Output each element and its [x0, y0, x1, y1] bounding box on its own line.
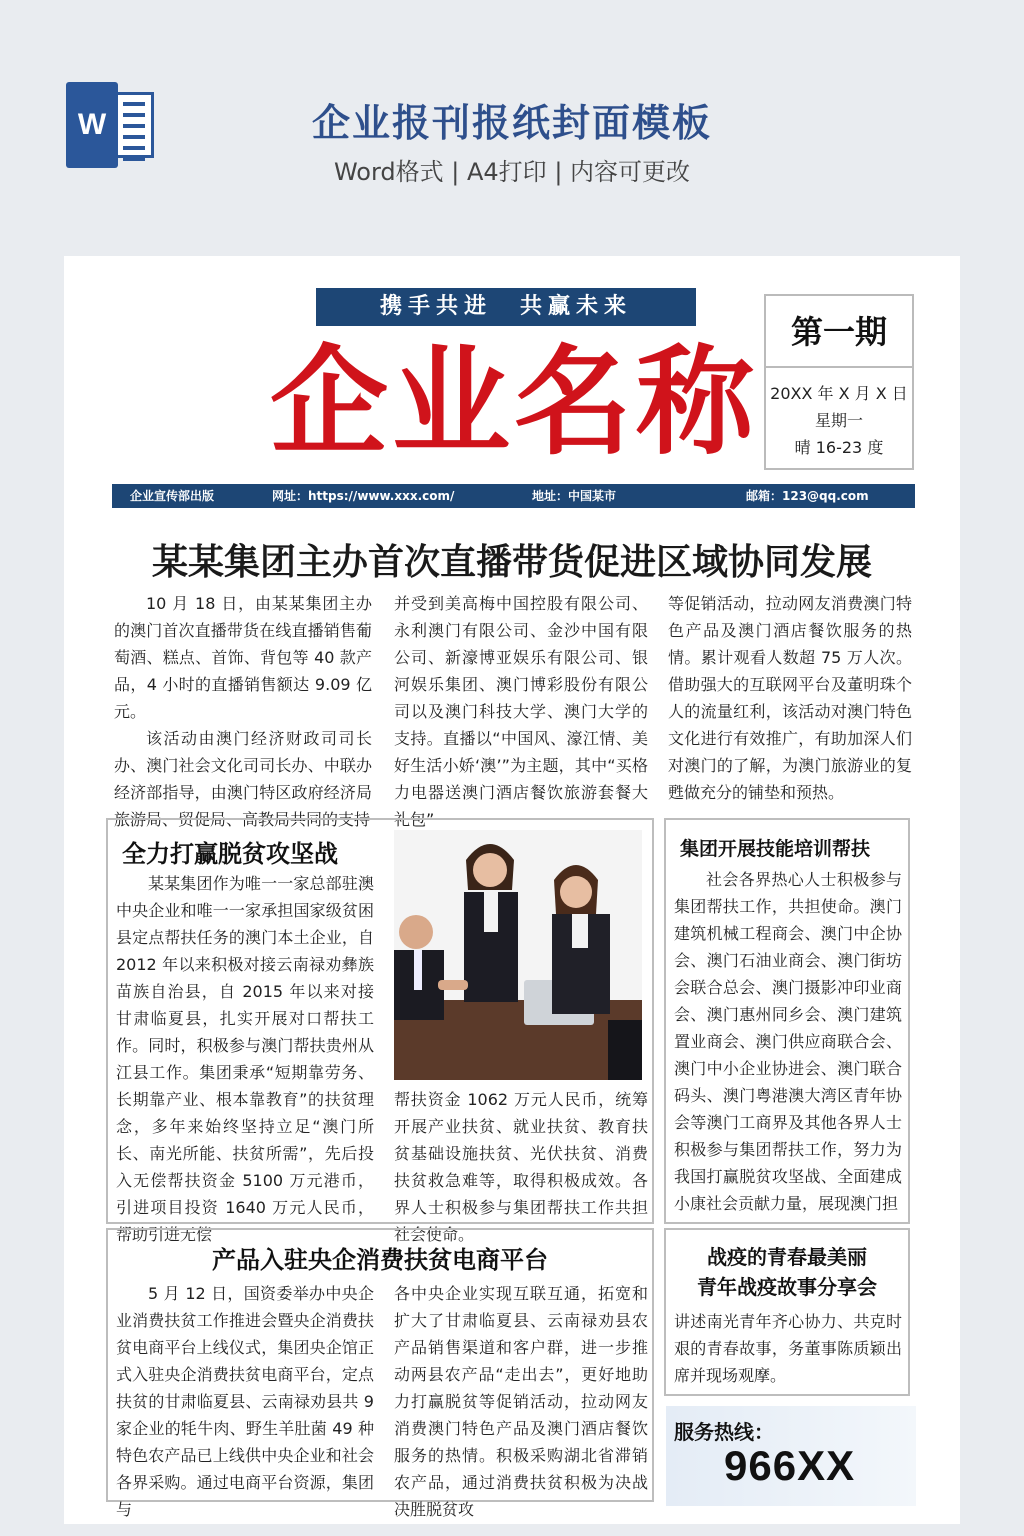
lead-column-3	[668, 590, 912, 808]
publisher-text: 企业宣传部出版	[130, 489, 215, 503]
poverty-article-title: 全力打赢脱贫攻坚战	[122, 840, 338, 868]
ecommerce-article-left	[116, 1280, 374, 1519]
lead-headline: 某某集团主办首次直播带货促进区域协同发展	[151, 542, 872, 583]
template-title: 企业报刊报纸封面模板	[311, 101, 712, 145]
ecommerce-article-box	[106, 1228, 654, 1519]
lead-paragraph-4: 等促销活动，拉动网友消费澳门特色产品及澳门酒店餐饮服务的热情。累计观看人数超 75 万人次。借助强大的互联网平台及董明珠个人的流量红利，该活动对澳门特色文化进行有效推广，有助加深人们对澳门的了解，为澳门旅游业的复甦做充分的铺垫和预热。	[668, 594, 912, 802]
training-article-box	[664, 818, 910, 1224]
slogan-banner: 携手共进 共赢未来	[316, 288, 696, 326]
issue-weather: 晴 16-23 度	[794, 438, 884, 457]
handshake-photo-illustration	[394, 830, 642, 1080]
poverty-article-right	[394, 1086, 648, 1244]
poverty-article-left	[116, 870, 374, 1244]
issue-number: 第一期	[766, 296, 912, 368]
youth-article-box	[664, 1228, 910, 1396]
training-article-text: 社会各界热心人士积极参与集团帮扶工作，共担使命。澳门建筑机械工程商会、澳门中企协会、澳门石油业商会、澳门街坊会联合总会、澳门摄影冲印业商会、澳门惠州同乡会、澳门建筑置业商会、澳门供应商联合会、澳门中小企业协进会、澳门联合码头、澳门粤港澳大湾区青年协会等澳门工商界及其他各界人士积极参与集团帮扶工作，努力为我国打赢脱贫攻坚战、全面建成小康社会贡献力量，展现澳门担	[674, 870, 902, 1213]
lead-paragraph-1: 10 月 18 日，由某某集团主办的澳门首次直播带货在线直播销售葡萄酒、糕点、首饰、背包等 40 款产品，4 小时的直播销售额达 9.09 亿元。	[114, 594, 372, 721]
lead-column-2	[394, 590, 648, 829]
lead-paragraph-2: 该活动由澳门经济财政司司长办、澳门社会文化司司长办、中联办经济部指导，由澳门特区政府经济局旅游局、贸促局、高教局共同的支持	[114, 729, 372, 829]
email-text: 邮箱：123@qq.com	[746, 489, 869, 503]
template-subtitle: Word格式 | A4打印 | 内容可更改	[333, 158, 691, 186]
lead-paragraph-3: 并受到美高梅中国控股有限公司、永利澳门有限公司、金沙中国有限公司、新濠博亚娱乐有限公司、银河娱乐集团、澳门博彩股份有限公司以及澳门科技大学、澳门大学的支持。直播以“中国风、濠江情、美好生活小娇‘澳’”为主题，其中“买格力电器送澳门酒店餐饮旅游套餐大礼包”	[394, 594, 648, 829]
ecommerce-article-right	[394, 1280, 648, 1519]
issue-weekday: 星期一	[814, 411, 863, 430]
hotline-number: 966XX	[724, 1442, 856, 1489]
business-team-photo	[394, 830, 642, 1080]
word-letter-icon: W	[66, 82, 118, 168]
poverty-article-right-text: 帮扶资金 1062 万元人民币，统筹开展产业扶贫、就业扶贫、教育扶贫基础设施扶贫、光伏扶贫、消费扶贫救急难等，取得积极成效。各界人士积极参与集团帮扶工作共担社会使命。	[394, 1090, 648, 1244]
ecommerce-article-right-text: 各中央企业实现互联互通，拓宽和扩大了甘肃临夏县、云南禄劝县农产品销售渠道和客户群，进一步推动两县农产品“走出去”，更好地助力打赢脱贫等促销活动，拉动网友消费澳门特色产品及澳门酒店餐饮服务的热情。积极采购湖北省滞销农产品，通过消费扶贫积极为决战决胜脱贫攻	[394, 1284, 648, 1519]
hotline-label: 服务热线：	[674, 1420, 774, 1444]
info-bar	[112, 484, 915, 508]
youth-title-line-1: 战疫的青春最美丽	[707, 1245, 867, 1269]
service-hotline	[666, 1406, 916, 1506]
poverty-article-left-text: 某某集团作为唯一一家总部驻澳中央企业和唯一一家承担国家级贫困县定点帮扶任务的澳门本土企业，自 2012 年以来积极对接云南禄劝彝族苗族自治县，自 2015 年以来对接甘肃临夏县，扎实开展对口帮扶工作。同时，积极参与澳门帮扶贵州从江县工作。集团秉承“短期靠劳务、长期靠产业、根本靠教育”的扶贫理念，多年来始终坚持立足“澳门所长、南光所能、扶贫所需”，先后投入无偿帮扶资金 5100 万元港币，引进项目投资 1640 万元人民币，帮助引进无偿	[116, 874, 374, 1244]
training-article-body	[674, 866, 902, 1218]
issue-info-box	[764, 294, 914, 470]
issue-meta	[766, 368, 912, 461]
youth-article-text: 讲述南光青年齐心协力、共克时艰的青春故事，务董事陈质颖出席并现场观摩。	[674, 1312, 902, 1385]
lead-column-1	[114, 590, 372, 829]
issue-date: 20XX 年 X 月 X 日	[770, 384, 908, 403]
youth-article-title	[666, 1242, 908, 1302]
newspaper-page	[64, 256, 960, 1524]
training-article-title: 集团开展技能培训帮扶	[680, 838, 871, 860]
youth-title-line-2: 青年战疫故事分享会	[697, 1275, 877, 1299]
company-name-masthead: 企业名称	[269, 333, 758, 471]
address-text: 地址：中国某市	[532, 489, 617, 503]
ecommerce-article-title: 产品入驻央企消费扶贫电商平台	[212, 1246, 548, 1274]
ecommerce-article-left-text: 5 月 12 日，国资委举办中央企业消费扶贫工作推进会暨央企消费扶贫电商平台上线仪式，集团央企馆正式入驻央企消费扶贫电商平台，定点扶贫的甘肃临夏县、云南禄劝县共 9 家企业的牦牛肉、野生羊肚菌 49 种特色农产品已上线供中央企业和社会各界采购。通过电商平台资源，集团与	[116, 1284, 374, 1519]
youth-article-body	[674, 1308, 902, 1392]
website-text: 网址：https://www.xxx.com/	[272, 489, 455, 503]
